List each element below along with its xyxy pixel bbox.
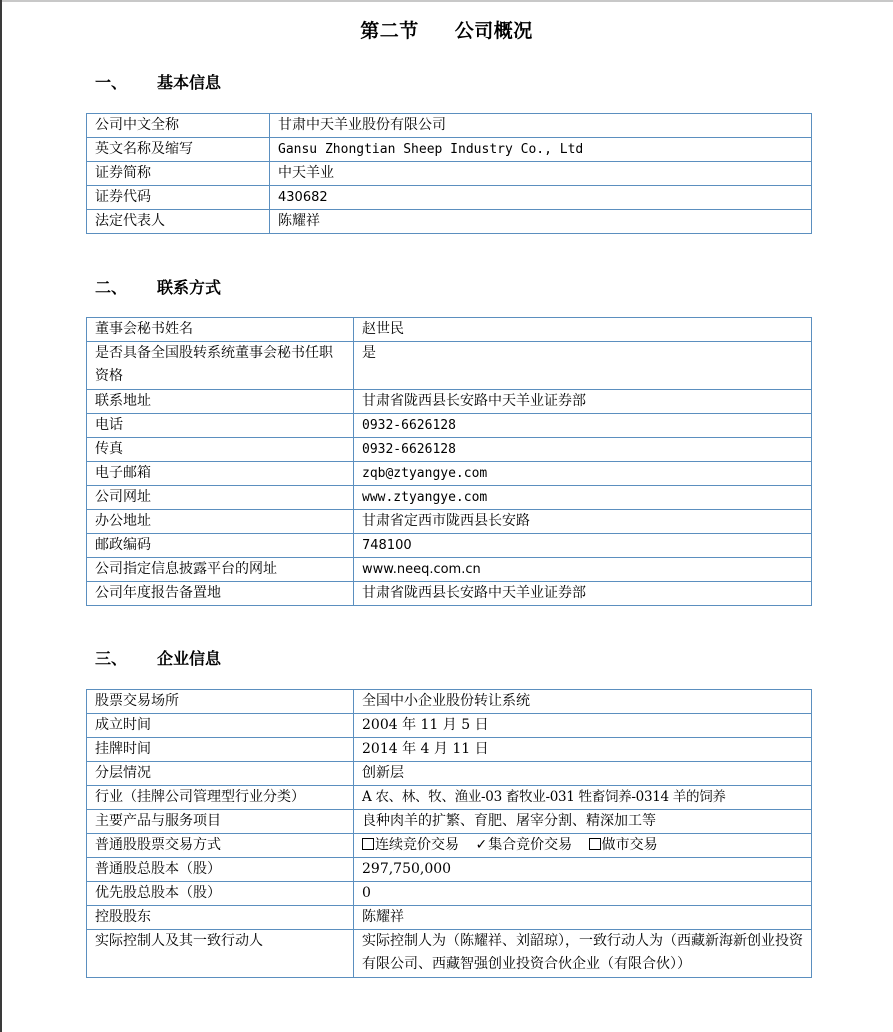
section-title: 联系方式 (157, 278, 222, 297)
row-value-trading-method (354, 834, 812, 858)
trading-option-market-making (589, 837, 658, 853)
row-label-legal-representative: 法定代表人 (87, 210, 270, 234)
contact-table (86, 317, 812, 606)
row-value-exchange: 全国中小企业股份转让系统 (354, 690, 812, 714)
section-number: 三、 (95, 649, 128, 668)
row-value-english-name: Gansu Zhongtian Sheep Industry Co., Ltd (270, 138, 812, 162)
row-label-secretary-qualification: 是否具备全国股转系统董事会秘书任职资格 (87, 342, 354, 390)
row-label-security-code: 证券代码 (87, 186, 270, 210)
table-row (87, 834, 812, 858)
row-label-disclosure-platform: 公司指定信息披露平台的网址 (87, 558, 354, 582)
table-row (87, 486, 812, 510)
row-value-secretary-qualification: 是 (354, 342, 812, 390)
table-row (87, 510, 812, 534)
row-value-common-shares: 297,750,000 (354, 858, 812, 882)
row-value-website: www.ztyangye.com (354, 486, 812, 510)
row-value-postal-code: 748100 (354, 534, 812, 558)
row-value-security-code: 430682 (270, 186, 812, 210)
row-value-preferred-shares: 0 (354, 882, 812, 906)
table-row (87, 318, 812, 342)
table-row (87, 714, 812, 738)
row-value-phone: 0932-6626128 (354, 414, 812, 438)
table-row (87, 210, 812, 234)
row-value-industry: A 农、林、牧、渔业-03 畜牧业-031 牲畜饲养-0314 羊的饲养 (354, 786, 812, 810)
row-label-preferred-shares: 优先股总股本（股） (87, 882, 354, 906)
option-label: 做市交易 (601, 837, 658, 853)
row-label-security-short-name: 证券简称 (87, 162, 270, 186)
row-value-office-address: 甘肃省定西市陇西县长安路 (354, 510, 812, 534)
row-value-disclosure-platform: www.neeq.com.cn (354, 558, 812, 582)
table-row (87, 738, 812, 762)
row-label-main-products: 主要产品与服务项目 (87, 810, 354, 834)
row-label-english-name: 英文名称及缩写 (87, 138, 270, 162)
row-value-controlling-shareholder: 陈耀祥 (354, 906, 812, 930)
row-label-company-chinese-name: 公司中文全称 (87, 114, 270, 138)
table-row (87, 390, 812, 414)
row-value-email: zqb@ztyangye.com (354, 462, 812, 486)
row-label-phone: 电话 (87, 414, 354, 438)
table-row (87, 882, 812, 906)
page-title-part2: 公司概况 (454, 20, 533, 42)
table-row (87, 786, 812, 810)
row-label-postal-code: 邮政编码 (87, 534, 354, 558)
row-value-security-short-name: 中天羊业 (270, 162, 812, 186)
section-number: 一、 (95, 73, 128, 92)
row-value-tier: 创新层 (354, 762, 812, 786)
row-value-fax: 0932-6626128 (354, 438, 812, 462)
table-row (87, 186, 812, 210)
table-row (87, 558, 812, 582)
section-number: 二、 (95, 278, 128, 297)
row-label-email: 电子邮箱 (87, 462, 354, 486)
page-title (0, 18, 893, 44)
page-top-border (0, 0, 893, 2)
row-value-report-location: 甘肃省陇西县长安路中天羊业证券部 (354, 582, 812, 606)
section-heading-basic-info (95, 72, 221, 94)
row-label-office-address: 办公地址 (87, 510, 354, 534)
option-label: 连续竞价交易 (375, 837, 459, 853)
row-label-actual-controller: 实际控制人及其一致行动人 (87, 930, 354, 978)
row-label-exchange: 股票交易场所 (87, 690, 354, 714)
section-heading-enterprise (95, 648, 221, 670)
section-title: 企业信息 (157, 649, 222, 668)
row-value-actual-controller: 实际控制人为（陈耀祥、刘韶琼），一致行动人为（西藏新海新创业投资有限公司、西藏智强创业投资合伙企业（有限合伙）） (354, 930, 812, 978)
row-label-listing-date: 挂牌时间 (87, 738, 354, 762)
row-value-listing-date: 2014 年 4 月 11 日 (354, 738, 812, 762)
row-label-fax: 传真 (87, 438, 354, 462)
page-title-part1: 第二节 (360, 20, 419, 42)
section-title: 基本信息 (157, 73, 222, 92)
table-row (87, 138, 812, 162)
row-label-board-secretary: 董事会秘书姓名 (87, 318, 354, 342)
table-row (87, 930, 812, 978)
row-value-founded-date: 2004 年 11 月 5 日 (354, 714, 812, 738)
basic-info-table (86, 113, 812, 234)
row-label-founded-date: 成立时间 (87, 714, 354, 738)
row-value-main-products: 良种肉羊的扩繁、育肥、屠宰分割、精深加工等 (354, 810, 812, 834)
checkbox-unchecked-icon (362, 838, 374, 850)
table-row (87, 762, 812, 786)
table-row (87, 582, 812, 606)
trading-option-continuous-bidding (362, 837, 459, 853)
row-label-trading-method: 普通股股票交易方式 (87, 834, 354, 858)
table-row (87, 162, 812, 186)
table-row (87, 462, 812, 486)
row-value-board-secretary: 赵世民 (354, 318, 812, 342)
table-row (87, 906, 812, 930)
table-row (87, 114, 812, 138)
row-label-tier: 分层情况 (87, 762, 354, 786)
row-value-company-chinese-name: 甘肃中天羊业股份有限公司 (270, 114, 812, 138)
table-row (87, 858, 812, 882)
section-heading-contact (95, 277, 221, 299)
table-row (87, 438, 812, 462)
checkbox-unchecked-icon (589, 838, 601, 850)
row-value-legal-representative: 陈耀祥 (270, 210, 812, 234)
trading-option-call-auction (475, 837, 572, 853)
row-label-common-shares: 普通股总股本（股） (87, 858, 354, 882)
row-label-report-location: 公司年度报告备置地 (87, 582, 354, 606)
table-row (87, 414, 812, 438)
table-row (87, 342, 812, 390)
table-row (87, 534, 812, 558)
check-mark-icon: ✓ (475, 837, 488, 853)
table-row (87, 810, 812, 834)
page-left-border (0, 0, 2, 1032)
table-row (87, 690, 812, 714)
row-label-industry: 行业（挂牌公司管理型行业分类） (87, 786, 354, 810)
row-value-contact-address: 甘肃省陇西县长安路中天羊业证券部 (354, 390, 812, 414)
option-label: 集合竞价交易 (488, 837, 573, 853)
row-label-website: 公司网址 (87, 486, 354, 510)
enterprise-table (86, 689, 812, 978)
row-label-controlling-shareholder: 控股股东 (87, 906, 354, 930)
row-label-contact-address: 联系地址 (87, 390, 354, 414)
